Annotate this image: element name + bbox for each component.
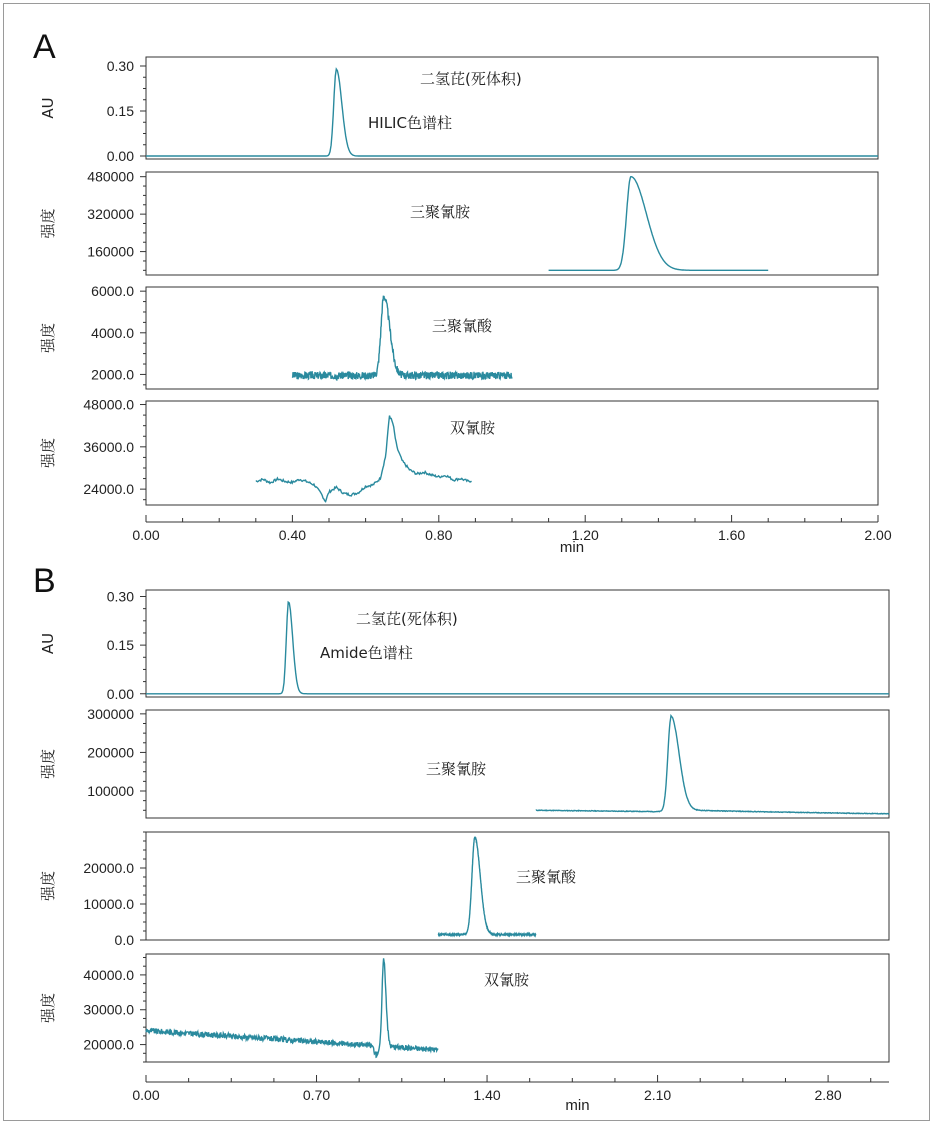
y-axis-label: 强度 <box>39 748 57 780</box>
panel-b-subplot-3 <box>39 832 889 948</box>
y-tick-label: 320000 <box>87 206 134 223</box>
peak-annotation: 二氢芘(死体积) <box>420 70 522 88</box>
peak-annotation: 三聚氰胺 <box>426 760 487 778</box>
x-tick-label: 0.00 <box>132 527 160 543</box>
panel-a-label: A <box>33 28 56 66</box>
y-tick-label: 20000.0 <box>83 1036 134 1053</box>
peak-annotation: 三聚氰酸 <box>432 317 493 335</box>
y-axis-label: 强度 <box>39 208 57 239</box>
y-tick-label: 6000.0 <box>91 283 134 300</box>
plot-frame <box>146 172 878 275</box>
chromatogram-trace <box>536 716 889 814</box>
plot-frame <box>146 832 889 940</box>
y-tick-label: 20000.0 <box>83 860 134 876</box>
panel-b-subplot-4 <box>39 954 889 1062</box>
y-tick-label: 0.15 <box>106 637 134 654</box>
y-tick-label: 160000 <box>87 243 134 260</box>
y-tick-label: 4000.0 <box>91 324 134 341</box>
y-tick-label: 0.00 <box>106 148 134 164</box>
peak-annotation: Amide色谱柱 <box>320 644 413 662</box>
y-axis-label: AU <box>39 97 57 119</box>
y-tick-label: 10000.0 <box>83 896 134 912</box>
panel-b-x-axis <box>132 1075 889 1114</box>
x-tick-label: 0.00 <box>132 1087 160 1103</box>
peak-annotation: 三聚氰胺 <box>410 203 471 221</box>
y-axis-label: 强度 <box>39 322 57 354</box>
panel-a-subplot-3 <box>39 283 878 389</box>
panel-b-subplot-1 <box>39 588 889 701</box>
panel-b-subplot-2 <box>39 706 889 818</box>
y-axis-label: 强度 <box>39 870 57 902</box>
chromatogram-trace <box>438 837 536 935</box>
y-tick-label: 0.30 <box>106 58 134 74</box>
y-tick-label: 0.15 <box>106 103 134 119</box>
peak-annotation: 双氰胺 <box>450 419 496 437</box>
y-tick-label: 100000 <box>87 783 134 799</box>
x-tick-label: 1.60 <box>717 527 746 543</box>
y-axis-label: AU <box>39 632 57 655</box>
x-tick-label: 0.80 <box>425 527 453 543</box>
y-tick-label: 0.00 <box>106 685 134 702</box>
y-tick-label: 300000 <box>87 705 134 722</box>
plot-frame <box>146 287 878 389</box>
y-tick-label: 480000 <box>87 168 134 185</box>
peak-annotation: 二氢芘(死体积) <box>356 610 458 628</box>
x-tick-label: 2.10 <box>643 1087 672 1103</box>
x-axis-title: min <box>565 1097 590 1114</box>
x-tick-label: 2.00 <box>864 527 892 543</box>
y-tick-label: 200000 <box>87 744 134 761</box>
y-tick-label: 24000.0 <box>83 481 134 498</box>
plot-frame <box>146 590 889 697</box>
plot-frame <box>146 401 878 505</box>
panel-a-subplot-1 <box>39 57 878 164</box>
y-tick-label: 0.30 <box>106 588 134 605</box>
plot-frame <box>146 710 889 818</box>
chromatogram-trace <box>256 416 472 502</box>
chromatogram-trace <box>549 177 769 271</box>
chromatogram-trace <box>146 602 889 694</box>
y-tick-label: 48000.0 <box>83 396 134 413</box>
y-tick-label: 36000.0 <box>83 438 134 455</box>
x-tick-label: 2.80 <box>814 1087 842 1103</box>
x-tick-label: 1.40 <box>473 1087 501 1103</box>
y-axis-label: 强度 <box>39 992 57 1024</box>
y-axis-label: 强度 <box>39 437 57 469</box>
chromatogram-trace <box>146 958 438 1057</box>
y-tick-label: 40000.0 <box>83 966 134 983</box>
panel-a-x-axis <box>132 515 891 556</box>
y-tick-label: 2000.0 <box>91 366 134 383</box>
x-axis-title: min <box>559 539 585 556</box>
peak-annotation: 双氰胺 <box>484 971 530 989</box>
x-tick-label: 1.20 <box>571 527 599 543</box>
peak-annotation: 三聚氰酸 <box>516 868 577 886</box>
panel-a-subplot-2 <box>39 169 878 275</box>
x-tick-label: 0.70 <box>302 1087 331 1103</box>
y-tick-label: 30000.0 <box>83 1001 134 1018</box>
panel-a-subplot-4 <box>39 397 878 505</box>
chromatogram-trace <box>292 296 512 380</box>
y-tick-label: 0.0 <box>114 932 134 948</box>
peak-annotation: HILIC色谱柱 <box>368 114 452 132</box>
x-tick-label: 0.40 <box>278 527 307 543</box>
panel-b-label: B <box>33 562 56 600</box>
